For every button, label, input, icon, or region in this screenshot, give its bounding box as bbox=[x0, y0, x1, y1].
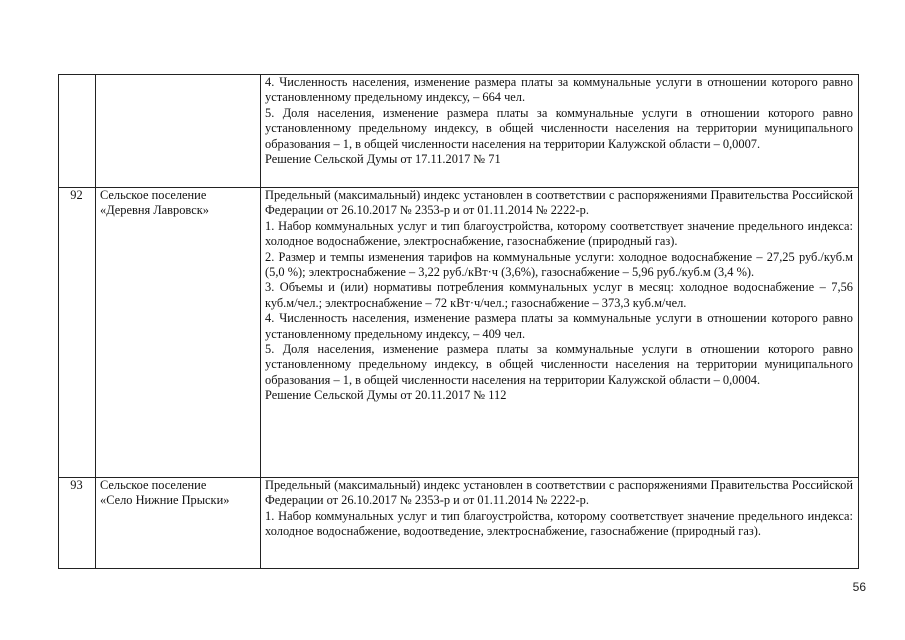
table-row bbox=[59, 188, 859, 478]
row-description bbox=[261, 478, 859, 569]
row-number: 92 bbox=[59, 188, 96, 478]
municipality-title: «Деревня Лавровск» bbox=[100, 203, 209, 218]
page-number: 56 bbox=[852, 580, 866, 594]
paragraph: 4. Численность населения, изменение размера платы за коммунальные услуги в отношении которого равно установленному предельному индексу, – 409 чел. bbox=[265, 311, 853, 341]
row-description bbox=[261, 188, 859, 478]
paragraph: Предельный (максимальный) индекс установлен в соответствии с распоряжениями Правительства Российской Федерации от 26.10.2017 № 2353-р и от 01.11.2014 № 2222-р. bbox=[265, 478, 853, 508]
table-row bbox=[59, 75, 859, 188]
paragraph: 1. Набор коммунальных услуг и тип благоустройства, которому соответствует значение предельного индекса: холодное водоснабжение, водоотведение, электроснабжение, газоснабжение (природный газ). bbox=[265, 508, 853, 539]
paragraph: 1. Набор коммунальных услуг и тип благоустройства, которому соответствует значение предельного индекса: холодное водоснабжение, электроснабжение, газоснабжение (природный газ). bbox=[265, 218, 853, 249]
decision-reference: Решение Сельской Думы от 17.11.2017 № 71 bbox=[265, 152, 501, 167]
municipality-name bbox=[96, 75, 261, 188]
paragraph: Предельный (максимальный) индекс установлен в соответствии с распоряжениями Правительства Российской Федерации от 26.10.2017 № 2353-р и от 01.11.2014 № 2222-р. bbox=[265, 188, 853, 218]
municipality-type: Сельское поселение bbox=[100, 478, 207, 492]
municipality-name bbox=[96, 188, 261, 478]
paragraph: 5. Доля населения, изменение размера платы за коммунальные услуги в отношении которого равно установленному предельному индексу, в общей численности населения на территории муниципального образования – 1, в общей численности населения на территории Калужской области – 0,0004. bbox=[265, 342, 853, 387]
paragraph: 2. Размер и темпы изменения тарифов на коммунальные услуги: холодное водоснабжение – 27,25 руб./куб.м (5,0 %); электроснабжение – 3,22 руб./кВт·ч (3,6%), газоснабжение – 5,96 руб./куб.м (3,4 %). bbox=[265, 249, 853, 280]
index-table bbox=[58, 74, 859, 569]
municipality-title: «Село Нижние Прыски» bbox=[100, 493, 230, 508]
paragraph: 5. Доля населения, изменение размера платы за коммунальные услуги в отношении которого равно установленному предельному индексу, в общей численности населения на территории муниципального образования – 1, в общей численности населения на территории Калужской области – 0,0007. bbox=[265, 105, 853, 151]
decision-reference: Решение Сельской Думы от 20.11.2017 № 112 bbox=[265, 388, 507, 403]
paragraph: 3. Объемы и (или) нормативы потребления коммунальных услуг в месяц: холодное водоснабжение – 7,56 куб.м/чел.; электроснабжение – 72 кВт·ч/чел.; газоснабжение – 373,3 куб.м/чел. bbox=[265, 280, 853, 310]
row-number bbox=[59, 75, 96, 188]
municipality-name bbox=[96, 478, 261, 569]
municipality-type: Сельское поселение bbox=[100, 188, 207, 202]
row-number: 93 bbox=[59, 478, 96, 569]
paragraph: 4. Численность населения, изменение размера платы за коммунальные услуги в отношении которого равно установленному предельному индексу, – 664 чел. bbox=[265, 75, 853, 105]
row-description bbox=[261, 75, 859, 188]
table-row bbox=[59, 478, 859, 569]
